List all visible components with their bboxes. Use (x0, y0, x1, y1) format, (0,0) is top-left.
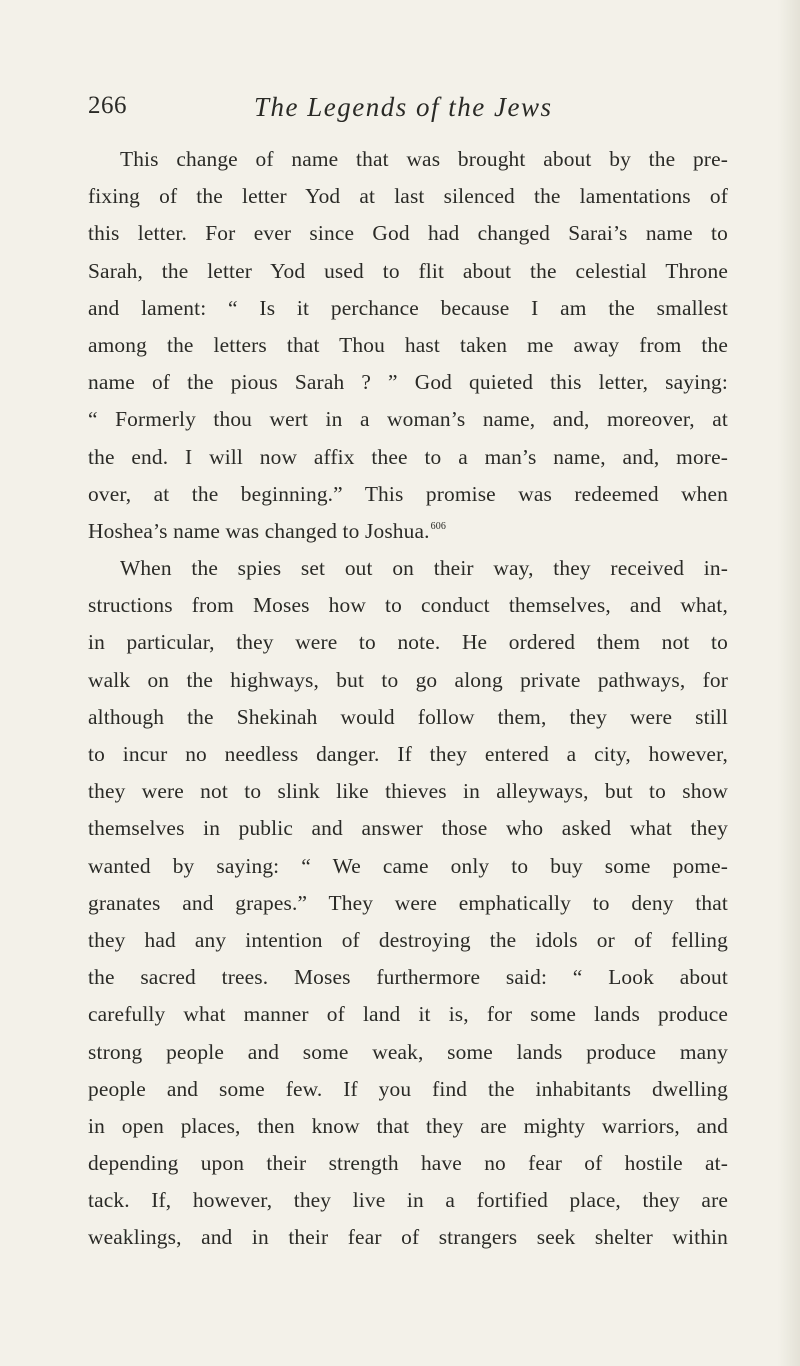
text-line: strong people and some weak, some lands produce many (88, 1039, 728, 1064)
page-number: 266 (88, 92, 127, 119)
text-line: name of the pious Sarah ? ” God quieted this letter, saying: (88, 370, 728, 395)
text-line: they were not to slink like thieves in alleyways, but to show (88, 779, 728, 804)
page-edge-shadow (778, 0, 800, 1366)
text-line: to incur no needless danger. If they entered a city, however, (88, 742, 728, 766)
text-line: among the letters that Thou hast taken me away from the (88, 332, 728, 357)
text-line: Hoshea’s name was changed to Joshua. (88, 518, 430, 543)
text-line: people and some few. If you find the inhabitants dwelling (88, 1076, 728, 1101)
text-line: fixing of the letter Yod at last silenced the lamentations of (88, 184, 728, 209)
text-line: weaklings, and in their fear of strangers seek shelter within (88, 1225, 728, 1250)
text-line: walk on the highways, but to go along private pathways, for (88, 667, 728, 692)
text-line: in open places, then know that they are mighty warriors, and (88, 1113, 728, 1138)
text-line: structions from Moses how to conduct themselves, and what, (88, 593, 728, 618)
text-line: When the spies set out on their way, they received in- (120, 556, 728, 581)
footnote-marker: 606 (430, 520, 447, 532)
text-line: this letter. For ever since God had changed Sarai’s name to (88, 221, 728, 246)
text-line: they had any intention of destroying the idols or of felling (88, 927, 728, 952)
body-text (88, 141, 728, 1257)
running-title: The Legends of the Jews (254, 92, 553, 122)
text-line: the sacred trees. Moses furthermore said: “ Look about (88, 965, 728, 990)
text-line: tack. If, however, they live in a fortified place, they are (88, 1188, 728, 1213)
text-line: granates and grapes.” They were emphatically to deny that (88, 890, 728, 915)
text-line: “ Formerly thou wert in a woman’s name, and, moreover, at (88, 407, 728, 432)
text-line: although the Shekinah would follow them, they were still (88, 704, 728, 729)
text-line: This change of name that was brought about by the pre- (120, 147, 728, 171)
text-line: Sarah, the letter Yod used to flit about the celestial Throne (88, 258, 728, 283)
text-line: in particular, they were to note. He ordered them not to (88, 630, 728, 655)
page-header (88, 92, 728, 126)
text-line: over, at the beginning.” This promise was redeemed when (88, 481, 728, 506)
text-line: wanted by saying: “ We came only to buy some pome- (88, 853, 728, 878)
text-line: the end. I will now affix thee to a man’s name, and, more- (88, 444, 728, 469)
text-line: themselves in public and answer those who asked what they (88, 816, 728, 841)
text-line: carefully what manner of land it is, for some lands produce (88, 1002, 728, 1027)
text-line: depending upon their strength have no fear of hostile at- (88, 1151, 728, 1176)
text-line: and lament: “ Is it perchance because I am the smallest (88, 295, 728, 320)
paragraph-end-line (88, 513, 728, 550)
